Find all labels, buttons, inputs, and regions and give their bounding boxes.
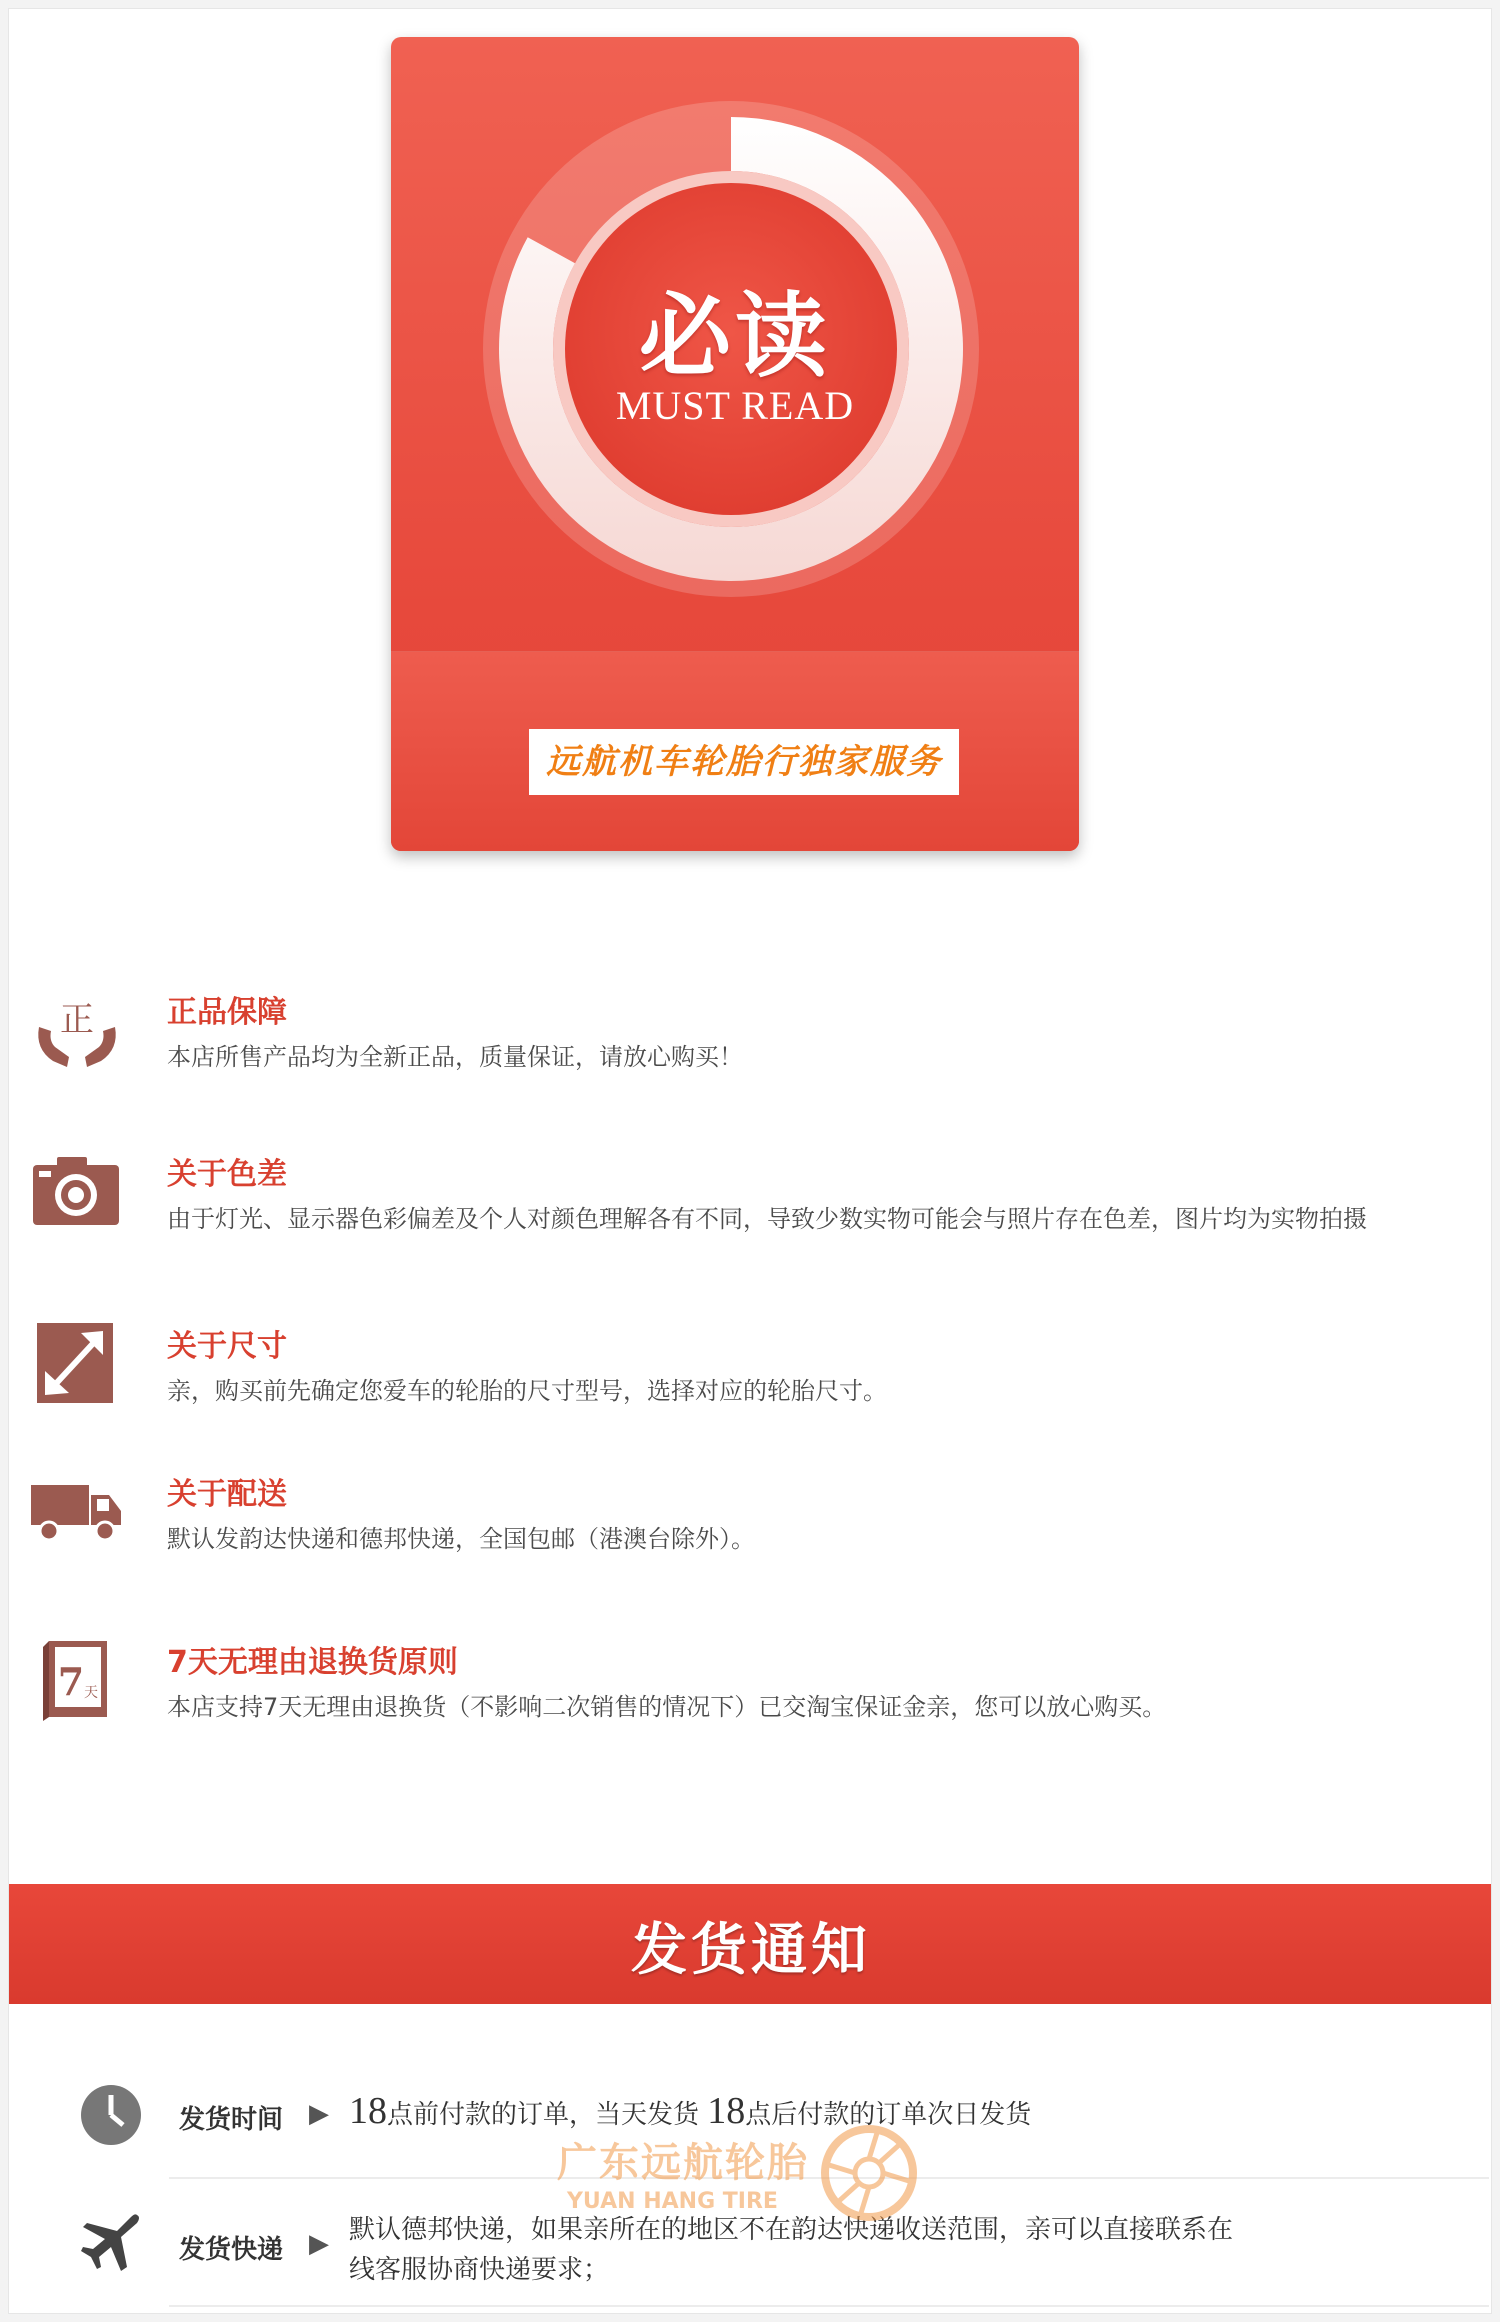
calendar-icon-number: 7 bbox=[57, 1659, 85, 1704]
feature-desc: 本店所售产品均为全新正品，质量保证，请放心购买！ bbox=[167, 1043, 743, 1071]
calendar-7-days-icon bbox=[29, 1637, 125, 1721]
same-day-text: 点前付款的订单，当天发货 bbox=[387, 2100, 708, 2130]
genuine-hands-icon bbox=[29, 987, 125, 1071]
feature-delivery bbox=[29, 1469, 1469, 1569]
cutoff-hour: 18 bbox=[349, 2090, 387, 2132]
watermark-en: YUAN HANG TIRE bbox=[567, 2189, 778, 2214]
brand-watermark bbox=[557, 2121, 937, 2231]
feature-desc: 由于灯光、显示器色彩偏差及个人对颜色理解各有不同，导致少数实物可能会与照片存在色差，图片均为实物拍摄 bbox=[167, 1205, 1367, 1233]
feature-desc: 本店支持7天无理由退换货（不影响二次销售的情况下）已交淘宝保证金亲，您可以放心购买。 bbox=[167, 1693, 1167, 1721]
calendar-icon-unit: 天 bbox=[84, 1685, 98, 1701]
shipping-time-label: 发货时间 bbox=[179, 2105, 284, 2135]
arrow-right-icon: ▶ bbox=[309, 2099, 329, 2129]
airplane-icon bbox=[79, 2211, 143, 2275]
camera-icon bbox=[29, 1149, 125, 1233]
feature-title: 关于尺寸 bbox=[167, 1329, 287, 1364]
next-day-text: 点后付款的订单次日发货 bbox=[745, 2100, 1032, 2130]
cutoff-hour: 18 bbox=[707, 2090, 746, 2132]
watermark-cn: 广东远航轮胎 bbox=[557, 2140, 809, 2186]
must-read-card bbox=[391, 37, 1079, 851]
shipping-courier-text-line2: 线客服协商快递要求； bbox=[349, 2255, 610, 2285]
tire-logo-icon bbox=[819, 2123, 919, 2223]
banner-title: 发货通知 bbox=[631, 1918, 871, 1983]
card-service-label: 远航机车轮胎行独家服务 bbox=[529, 729, 959, 795]
feature-title: 正品保障 bbox=[167, 995, 287, 1030]
feature-title: 7天无理由退换货原则 bbox=[167, 1645, 458, 1680]
clock-icon bbox=[79, 2083, 143, 2147]
genuine-icon-char: 正 bbox=[60, 1000, 94, 1040]
feature-return-policy bbox=[29, 1637, 1469, 1737]
card-subtitle: MUST READ bbox=[615, 383, 855, 428]
resize-arrow-icon bbox=[29, 1321, 125, 1405]
feature-title: 关于色差 bbox=[167, 1157, 287, 1192]
card-title: 必读 bbox=[638, 282, 831, 390]
shipping-courier-label: 发货快递 bbox=[179, 2235, 284, 2265]
product-notice-page bbox=[8, 8, 1492, 2314]
arrow-right-icon: ▶ bbox=[309, 2229, 329, 2259]
feature-title: 关于配送 bbox=[167, 1477, 287, 1512]
shipping-courier-text-line1: 默认德邦快递，如果亲所在的地区不在韵达快递收送范围，亲可以直接联系在 bbox=[349, 2215, 1234, 2245]
feature-color-difference bbox=[29, 1149, 1469, 1249]
shipping-notice-banner bbox=[9, 1884, 1492, 2004]
feature-genuine bbox=[29, 987, 1469, 1087]
truck-icon bbox=[29, 1469, 125, 1553]
feature-desc: 亲，购买前先确定您爱车的轮胎的尺寸型号，选择对应的轮胎尺寸。 bbox=[167, 1377, 887, 1405]
feature-size bbox=[29, 1321, 1469, 1421]
feature-desc: 默认发韵达快递和德邦快递，全国包邮（港澳台除外）。 bbox=[167, 1525, 755, 1553]
row-divider bbox=[169, 2305, 1489, 2307]
